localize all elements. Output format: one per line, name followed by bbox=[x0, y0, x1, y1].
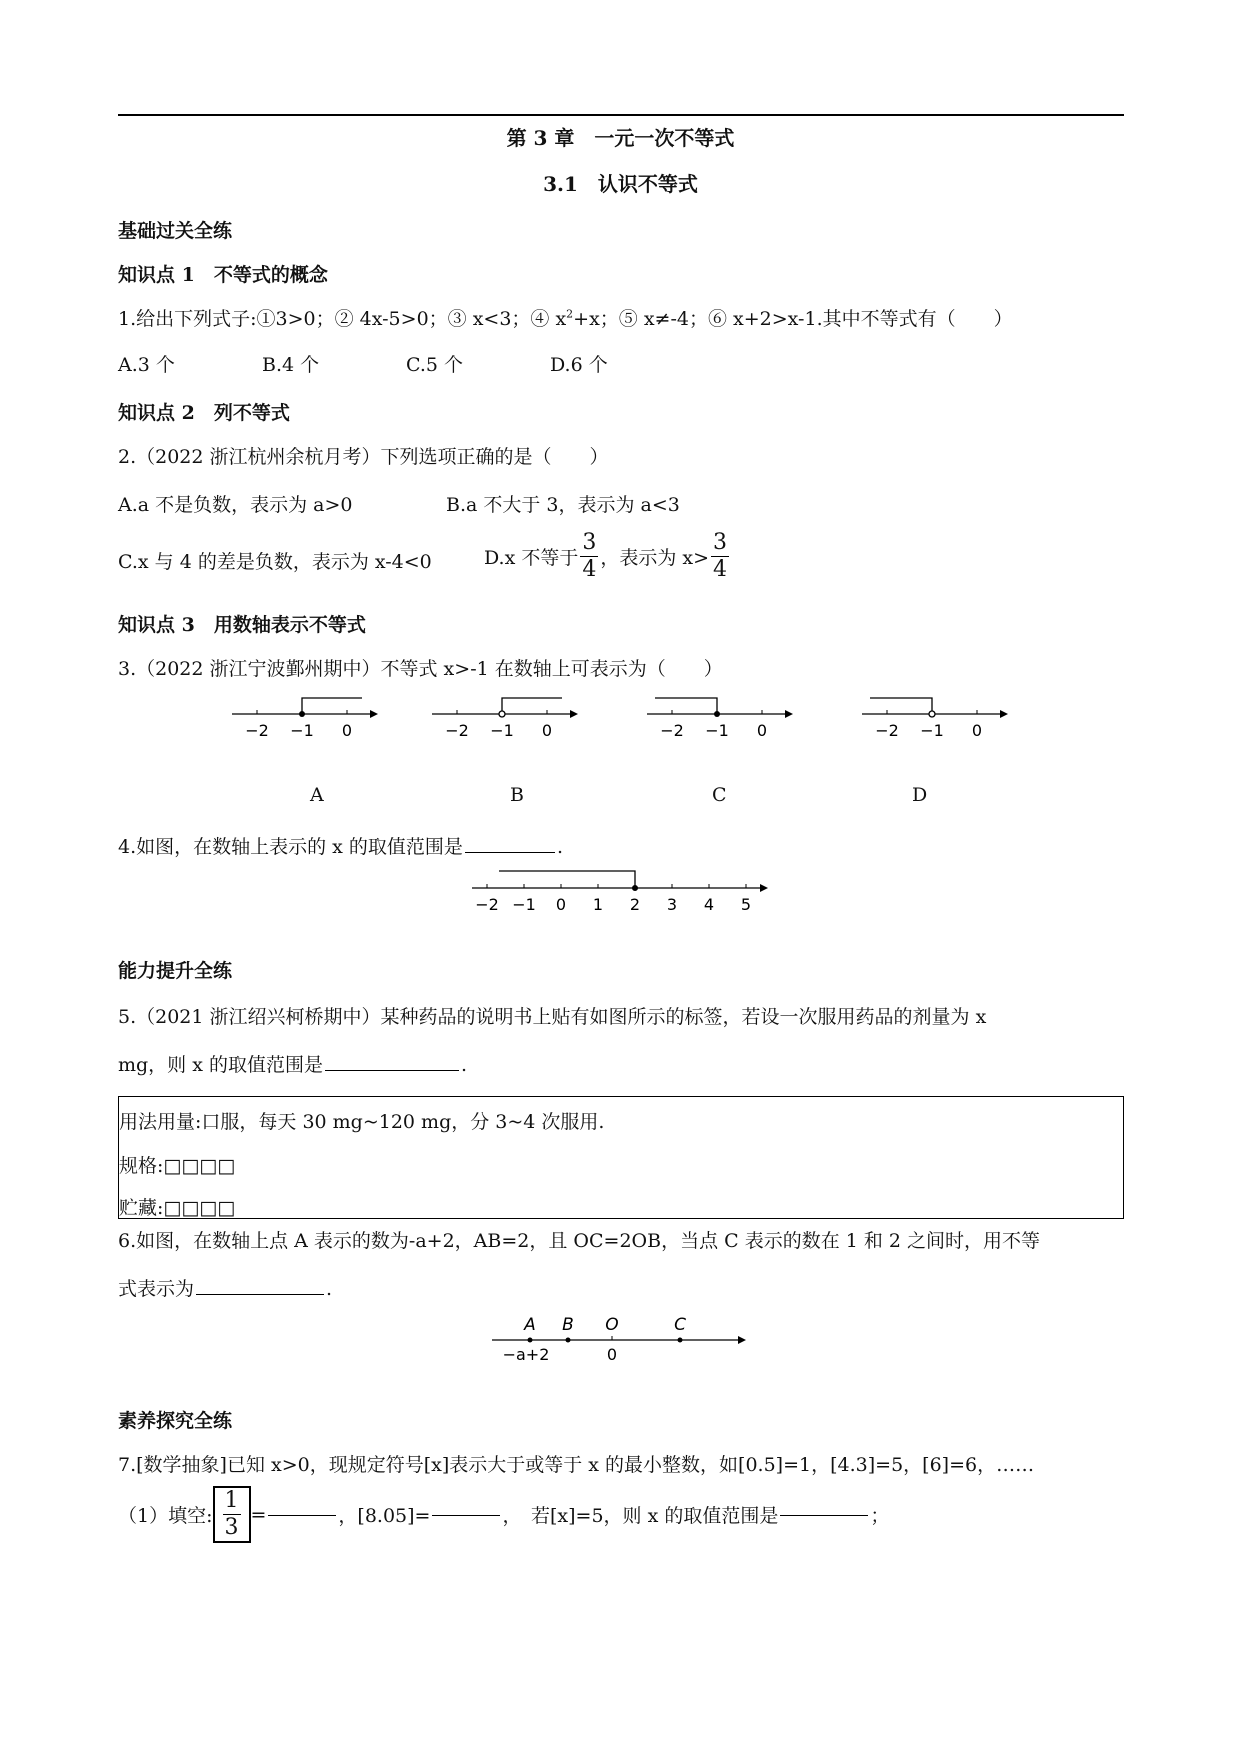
q7-fraction bbox=[223, 1490, 241, 1539]
q1-option-c: C.5 个 bbox=[406, 354, 464, 376]
q6-point-c bbox=[678, 1338, 683, 1343]
q6-value-o: 0 bbox=[606, 1345, 618, 1364]
q2-option-c: C.x 与 4 的差是负数，表示为 x-4<0 bbox=[118, 551, 432, 573]
q3-label-a: A bbox=[310, 784, 324, 806]
section-advanced: 能力提升全练 bbox=[118, 960, 233, 982]
q7-text-d: ， 若[x]=5，则 x 的取值范围是 bbox=[502, 1505, 779, 1527]
q2-option-b: B.a 不大于 3，表示为 a<3 bbox=[446, 494, 680, 516]
q3-a-tick-neg1: −1 bbox=[290, 721, 314, 740]
q3-label-d: D bbox=[912, 784, 928, 806]
q7-fraction-den: 3 bbox=[224, 1515, 239, 1540]
q5-end: . bbox=[460, 1054, 468, 1076]
question-4 bbox=[118, 832, 563, 859]
q5-answer-blank[interactable] bbox=[325, 1069, 459, 1071]
medicine-label-box bbox=[118, 1096, 1124, 1219]
q2-option-d-text-b: ，表示为 x> bbox=[600, 547, 710, 569]
q2-fraction-2 bbox=[711, 532, 729, 581]
q3-b-hollow-dot bbox=[499, 711, 505, 717]
q7-blank-2[interactable] bbox=[432, 1514, 500, 1516]
q3-b-tick-neg2: −2 bbox=[445, 721, 469, 740]
q3-b-tick-neg1: −1 bbox=[490, 721, 514, 740]
knowledge-point-3: 知识点 3 用数轴表示不等式 bbox=[118, 614, 366, 636]
q1-option-a: A.3 个 bbox=[118, 354, 175, 376]
q7-end: ； bbox=[870, 1505, 890, 1527]
q3-c-tick-0: 0 bbox=[756, 721, 768, 740]
knowledge-point-2: 知识点 2 列不等式 bbox=[118, 402, 290, 424]
q3-a-solid-dot bbox=[299, 711, 305, 717]
question-1 bbox=[118, 304, 1013, 331]
q3-label-b: B bbox=[510, 784, 524, 806]
question-5-line-2 bbox=[118, 1050, 467, 1077]
q4-tick-neg1: −1 bbox=[512, 895, 536, 914]
q3-numberline-b bbox=[430, 690, 580, 740]
q4-stem: 4.如图，在数轴上表示的 x 的取值范围是 bbox=[118, 836, 463, 858]
q2-fraction-2-den: 4 bbox=[713, 557, 728, 582]
q7-part1-label: （1）填空: bbox=[118, 1505, 213, 1527]
q7-ceiling-bracket bbox=[213, 1486, 251, 1543]
q7-part-1 bbox=[118, 1486, 889, 1543]
q4-tick-3: 3 bbox=[666, 895, 678, 914]
q1-stem-b: +x；⑤ x≠-4；⑥ x+2>x-1.其中不等式有（ ） bbox=[573, 308, 1013, 330]
q3-label-c: C bbox=[712, 784, 727, 806]
q2-option-d bbox=[484, 532, 731, 581]
q7-text-c: ，[8.05]= bbox=[338, 1505, 431, 1527]
q4-tick-2: 2 bbox=[629, 895, 641, 914]
question-6-line-1: 6.如图，在数轴上点 A 表示的数为-a+2，AB=2，且 OC=2OB，当点 C 表示的数在 1 和 2 之间时，用不等 bbox=[118, 1230, 1041, 1252]
q2-option-d-text-a: D.x 不等于 bbox=[484, 547, 579, 569]
q7-blank-3[interactable] bbox=[780, 1514, 868, 1516]
q4-numberline bbox=[470, 862, 770, 914]
question-7: 7.[数学抽象]已知 x>0，现规定符号[x]表示大于或等于 x 的最小整数，如[0.5]=1，[4.3]=5，[6]=6，…… bbox=[118, 1454, 1035, 1476]
q2-fraction-1-den: 4 bbox=[582, 557, 597, 582]
q1-superscript: 2 bbox=[566, 307, 574, 321]
question-2: 2.（2022 浙江杭州余杭月考）下列选项正确的是（ ） bbox=[118, 446, 609, 468]
q6-value-a: −a+2 bbox=[502, 1345, 550, 1364]
label-spec: 规格:□□□□ bbox=[119, 1155, 236, 1177]
q3-b-tick-0: 0 bbox=[541, 721, 553, 740]
q3-numberline-c bbox=[645, 690, 795, 740]
q2-fraction-1-num: 3 bbox=[582, 530, 597, 555]
question-6-line-2 bbox=[118, 1274, 332, 1301]
header-rule bbox=[118, 114, 1124, 116]
q7-equals: = bbox=[250, 1503, 267, 1526]
q3-numberline-a bbox=[230, 690, 380, 740]
q6-stem-b: 式表示为 bbox=[118, 1278, 195, 1300]
q6-label-a: A bbox=[524, 1315, 536, 1335]
q6-numberline bbox=[490, 1310, 750, 1366]
q3-a-tick-0: 0 bbox=[341, 721, 353, 740]
q2-fraction-2-num: 3 bbox=[713, 530, 728, 555]
q2-fraction-1 bbox=[580, 532, 598, 581]
q4-tick-0: 0 bbox=[555, 895, 567, 914]
chapter-title: 第 3 章 一元一次不等式 bbox=[506, 126, 735, 150]
q1-stem-a: 1.给出下列式子:①3>0；② 4x-5>0；③ x<3；④ x bbox=[118, 308, 567, 330]
q4-tick-neg2: −2 bbox=[475, 895, 499, 914]
label-storage: 贮藏:□□□□ bbox=[119, 1197, 236, 1219]
q3-a-tick-neg2: −2 bbox=[245, 721, 269, 740]
section-title: 3.1 认识不等式 bbox=[543, 172, 698, 196]
q2-option-a: A.a 不是负数，表示为 a>0 bbox=[118, 494, 353, 516]
label-usage: 用法用量:口服，每天 30 mg~120 mg，分 3~4 次服用. bbox=[119, 1111, 605, 1133]
q3-d-tick-neg2: −2 bbox=[875, 721, 899, 740]
q4-end: . bbox=[556, 836, 563, 858]
q1-option-b: B.4 个 bbox=[262, 354, 320, 376]
section-literacy: 素养探究全练 bbox=[118, 1410, 233, 1432]
q6-point-a bbox=[528, 1338, 533, 1343]
knowledge-point-1: 知识点 1 不等式的概念 bbox=[118, 264, 328, 286]
q6-label-o: O bbox=[605, 1315, 619, 1335]
q4-tick-4: 4 bbox=[703, 895, 715, 914]
q6-end: . bbox=[326, 1278, 333, 1300]
q3-c-tick-neg1: −1 bbox=[705, 721, 729, 740]
q6-point-b bbox=[566, 1338, 571, 1343]
q4-tick-5: 5 bbox=[740, 895, 752, 914]
q7-fraction-num: 1 bbox=[224, 1488, 239, 1513]
q3-c-solid-dot bbox=[714, 711, 720, 717]
q3-d-hollow-dot bbox=[929, 711, 935, 717]
q3-d-tick-neg1: −1 bbox=[920, 721, 944, 740]
question-3: 3.（2022 浙江宁波鄞州期中）不等式 x>-1 在数轴上可表示为（ ） bbox=[118, 658, 723, 680]
section-basic: 基础过关全练 bbox=[118, 220, 233, 242]
q4-tick-1: 1 bbox=[592, 895, 604, 914]
q5-stem-b: mg，则 x 的取值范围是 bbox=[118, 1054, 323, 1076]
q4-solid-dot bbox=[632, 885, 638, 891]
q6-label-c: C bbox=[674, 1315, 686, 1335]
q3-c-tick-neg2: −2 bbox=[660, 721, 684, 740]
q4-answer-blank[interactable] bbox=[465, 851, 555, 853]
question-5-line-1: 5.（2021 浙江绍兴柯桥期中）某种药品的说明书上贴有如图所示的标签，若设一次服用药品的剂量为 x bbox=[118, 1006, 987, 1028]
q6-answer-blank[interactable] bbox=[196, 1293, 324, 1295]
q3-d-tick-0: 0 bbox=[971, 721, 983, 740]
q7-blank-1[interactable] bbox=[268, 1514, 336, 1516]
q1-option-d: D.6 个 bbox=[550, 354, 608, 376]
q3-numberline-d bbox=[860, 690, 1010, 740]
q6-label-b: B bbox=[562, 1315, 574, 1335]
